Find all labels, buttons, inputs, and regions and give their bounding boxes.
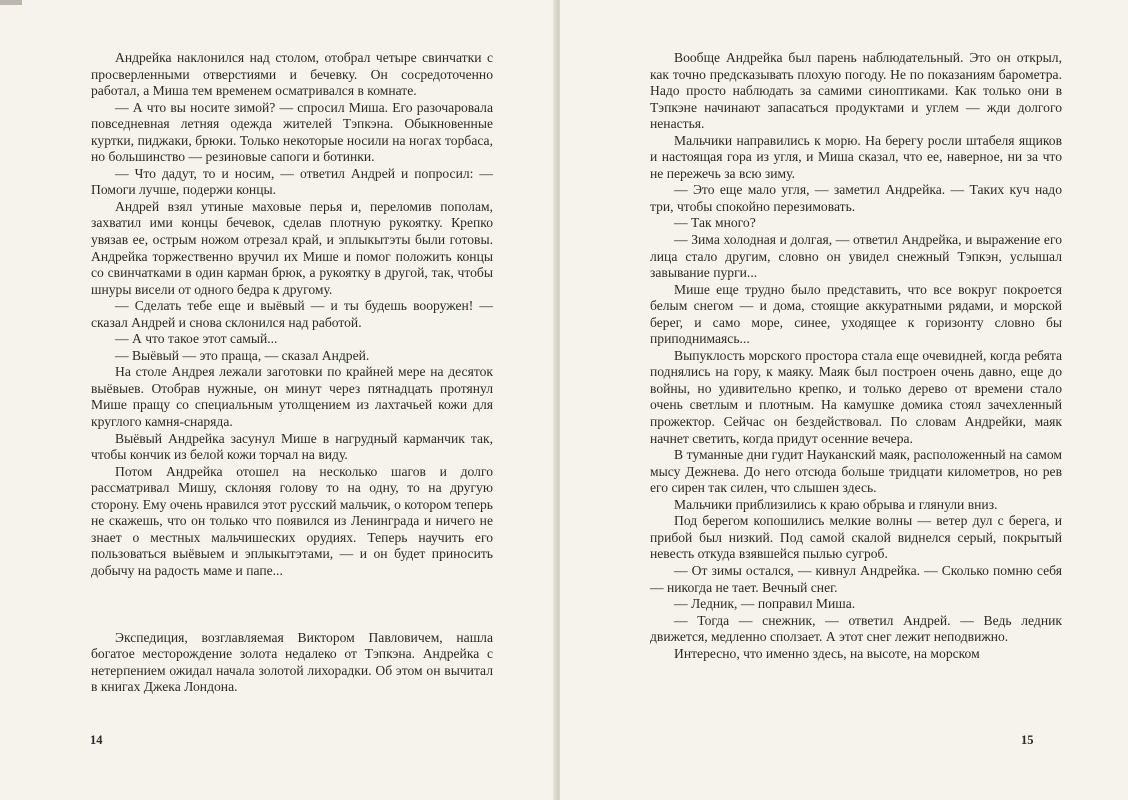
right-paragraph: Интересно, что именно здесь, на высоте, на морском xyxy=(674,645,980,661)
right-paragraph: Мальчики направились к морю. На берегу росли штабеля ящиков и настоящая гора из угля, и Миша сказал, что ее, наверное, ни за что не пережечь за всю зиму. xyxy=(650,132,1062,181)
page-number-right: 15 xyxy=(1021,733,1034,747)
left-section-paragraph: Экспедиция, возглавляемая Виктором Павловичем, нашла богатое месторождение золота недалеко от Тэпкэна. Андрейка с нетерпением ожидал начала золотой лихорадки. Об этом он вычитал в книгах Джека Лондона. xyxy=(91,629,493,695)
right-paragraph: Мальчики приблизились к краю обрыва и глянули вниз. xyxy=(674,496,998,512)
left-paragraph: Выёвый Андрейка засунул Мише в нагрудный карманчик так, чтобы кончик из белой кожи торчал на виду. xyxy=(91,430,493,463)
left-page-text xyxy=(91,50,493,696)
section-break xyxy=(91,580,493,630)
right-paragraph: — Так много? xyxy=(674,215,756,231)
right-paragraph: Под берегом копошились мелкие волны — ветер дул с берега, и прибой был низкий. Под самой скалой виднелся серый, покрытый невесть откуда взявшейся пылью сугроб. xyxy=(650,513,1062,562)
right-paragraph: — Тогда — снежник, — ответил Андрей. — Ведь ледник движется, медленно сползает. А этот снег лежит неподвижно. xyxy=(650,612,1062,645)
left-paragraph: Андрейка наклонился над столом, отобрал четыре свинчатки с просверленными отверстиями и бечевку. Он сосредоточенно работал, а Миша тем временем осматривался в комнате. xyxy=(91,50,493,99)
left-paragraph: — А что такое этот самый... xyxy=(115,331,278,347)
scan-corner-mark xyxy=(0,0,22,5)
right-paragraph: — Зима холодная и долгая, — ответил Андрейка, и выражение его лица стало другим, словно он увидел снежный Тэпкэн, услышал завывание пурги... xyxy=(650,232,1062,281)
right-paragraph: — Это еще мало угля, — заметил Андрейка. — Таких куч надо три, чтобы спокойно перезимовать. xyxy=(650,182,1062,214)
right-page-text xyxy=(650,50,1062,662)
left-paragraph: — Что дадут, то и носим, — ответил Андрей и попросил: — Помоги лучше, подержи концы. xyxy=(91,165,493,198)
left-paragraph: Потом Андрейка отошел на несколько шагов и долго рассматривал Мишу, склоняя голову то на одну, то на другую сторону. Ему очень нравился этот русский мальчик, о котором теперь не скажешь, что он только что появился из Ленинграда и ничего не знает о местных мальчишеских орудиях. Теперь научить его пользоваться выёвыем и эплыкытэтами, — и он будет приносить добычу на радость маме и папе... xyxy=(91,463,493,578)
left-paragraph: — Выёвый — это праща, — сказал Андрей. xyxy=(115,347,370,363)
right-paragraph: Вообще Андрейка был парень наблюдательный. Это он открыл, как точно предсказывать плохую погоду. Не по показаниям барометра. Надо просто наблюдать за самими синоптиками. Как только они в Тэпкэне начинают запасаться продуктами и углем — жди долгого ненастья. xyxy=(650,50,1062,132)
right-paragraph: Мише еще трудно было представить, что все вокруг покроется белым снегом — и дома, стоящие аккуратными рядами, и морской берег, и само море, синее, уходящее к горизонту словно бы приподнимаясь... xyxy=(650,281,1062,347)
left-page xyxy=(0,0,556,800)
right-paragraph: — Ледник, — поправил Миша. xyxy=(674,596,856,612)
right-paragraph: В туманные дни гудит Науканский маяк, расположенный на самом мысу Дежнева. До него отсюда больше тридцати километров, но рев его сирен так силен, что слышен здесь. xyxy=(650,447,1062,496)
left-paragraph: — Сделать тебе еще и выёвый — и ты будешь вооружен! — сказал Андрей и снова склонился над работой. xyxy=(91,298,493,330)
right-paragraph: — От зимы остался, — кивнул Андрейка. — Сколько помню себя — никогда не тает. Вечный снег. xyxy=(650,562,1062,595)
right-paragraph: Выпуклость морского простора стала еще очевидней, когда ребята поднялись на гору, к маяку. Маяк был построен очень давно, еще до войны, но удивительно крепко, и только дерево от времени стало очень светлым и плотным. На камушке домика стоял зачехленный прожектор. Сейчас он бездействовал. По словам Андрейки, маяк начнет светить, когда придут осенние вечера. xyxy=(650,347,1062,446)
left-paragraph: На столе Андрея лежали заготовки по крайней мере на десяток выёвыев. Отобрав нужные, он минут через пятнадцать протянул Мише пращу со специальным утолщением из лахтачьей кожи для круглого камня-снаряда. xyxy=(91,364,493,430)
right-page xyxy=(560,0,1128,800)
left-paragraph: Андрей взял утиные маховые перья и, переломив пополам, захватил ими концы бечевок, сделав плотную рукоятку. Крепко увязав ее, острым ножом отрезал край, и эплыкытэты были готовы. Андрейка торжественно вручил их Мише и помог положить концы со свинчатками в один карман брюк, а рукоятку в другой, так, чтобы шнуры висели от одного бедра к другому. xyxy=(91,198,493,297)
left-paragraph: — А что вы носите зимой? — спросил Миша. Его разочаровала повседневная летняя одежда жителей Тэпкэна. Обыкновенные куртки, пиджаки, брюки. Только некоторые носили на ногах торбаса, но большинство — резиновые сапоги и ботинки. xyxy=(91,99,493,165)
page-number-left: 14 xyxy=(90,733,103,747)
